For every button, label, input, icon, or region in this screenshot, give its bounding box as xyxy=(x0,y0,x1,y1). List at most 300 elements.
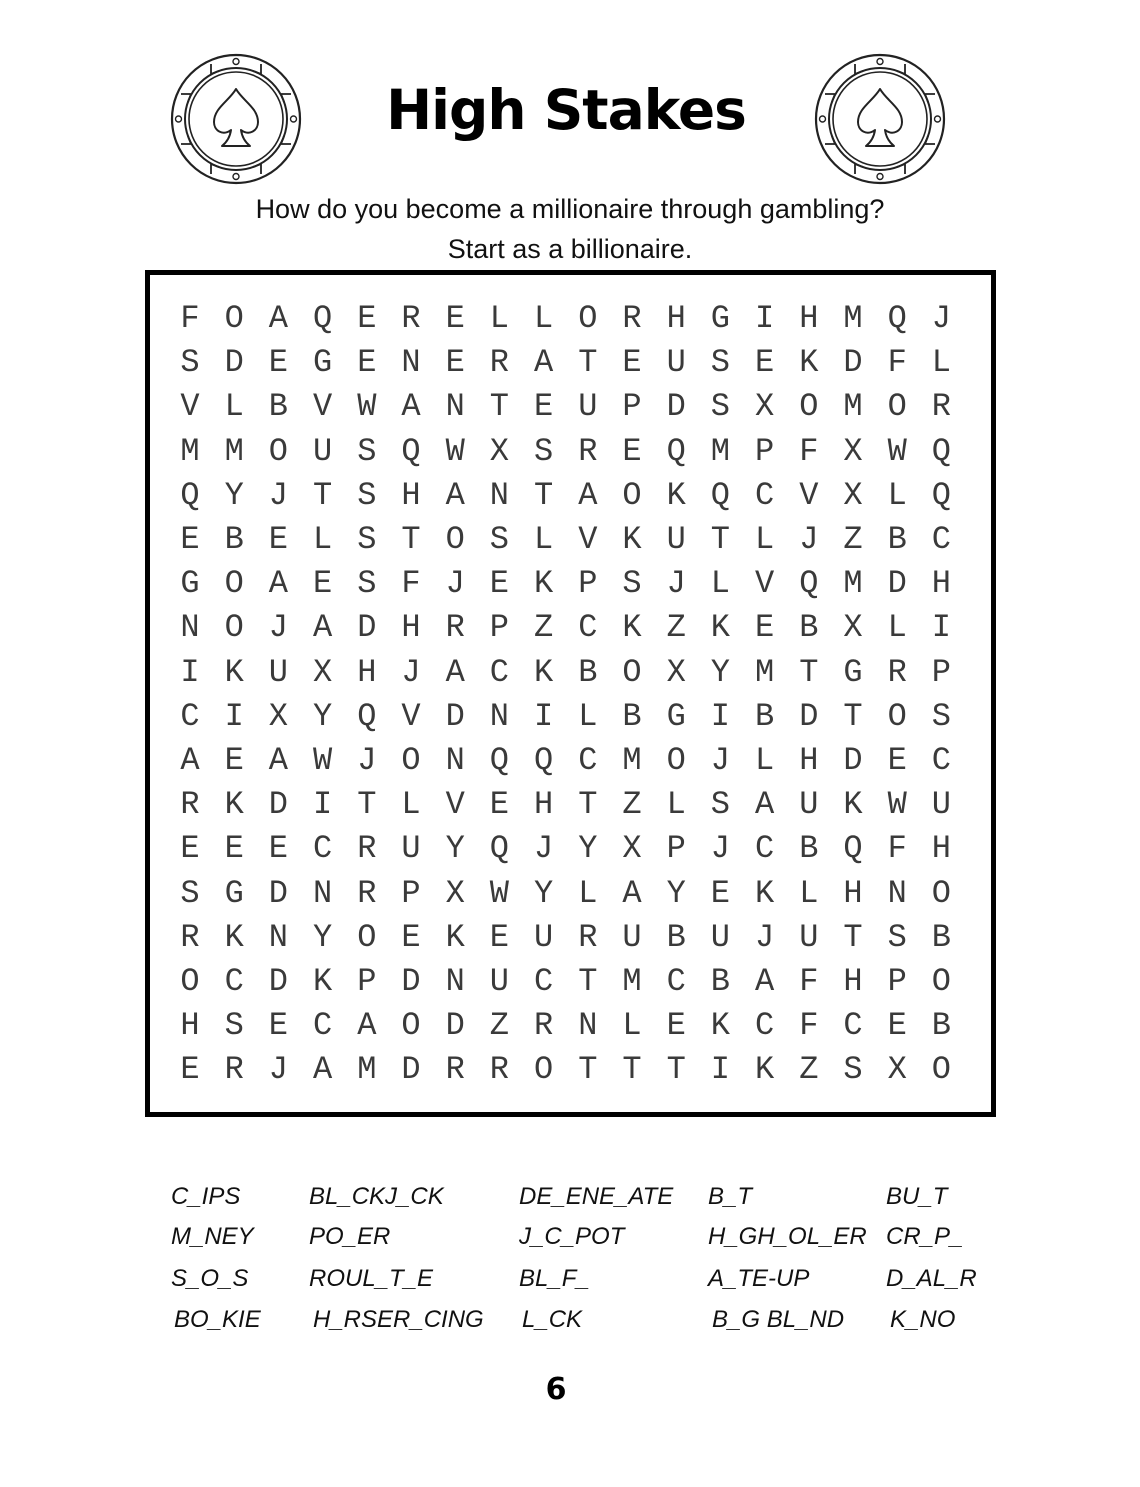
grid-letter[interactable]: O xyxy=(224,609,244,647)
grid-letter[interactable]: Q xyxy=(489,830,509,868)
grid-letter[interactable]: A xyxy=(445,476,465,514)
grid-letter[interactable]: T xyxy=(710,521,730,558)
grid-letter[interactable]: D xyxy=(445,697,465,735)
grid-letter[interactable]: E xyxy=(622,432,642,470)
grid-letter[interactable]: E xyxy=(489,786,509,824)
grid-letter[interactable]: A xyxy=(754,786,775,824)
grid-letter[interactable]: G xyxy=(710,300,730,337)
grid-letter[interactable]: X xyxy=(312,653,333,691)
grid-letter[interactable]: K xyxy=(754,874,775,912)
grid-letter[interactable]: R xyxy=(224,1051,244,1089)
grid-letter[interactable]: L xyxy=(401,786,421,824)
grid-letter[interactable]: T xyxy=(312,476,333,514)
grid-letter[interactable]: F xyxy=(887,830,907,868)
grid-letter[interactable]: I xyxy=(754,300,775,337)
grid-letter[interactable]: Q xyxy=(357,697,377,735)
grid-letter[interactable]: J xyxy=(268,476,288,514)
grid-letter[interactable]: B xyxy=(799,830,819,868)
grid-letter[interactable]: A xyxy=(578,476,598,514)
grid-letter[interactable]: E xyxy=(533,388,554,426)
grid-letter[interactable]: P xyxy=(666,830,686,868)
grid-letter[interactable]: Z xyxy=(666,609,686,647)
grid-letter[interactable]: M xyxy=(843,565,863,603)
grid-letter[interactable]: Z xyxy=(489,1007,509,1045)
grid-letter[interactable]: T xyxy=(357,786,377,824)
grid-letter[interactable]: D xyxy=(799,697,819,735)
grid-letter[interactable]: Y xyxy=(445,830,465,868)
grid-letter[interactable]: K xyxy=(224,786,244,824)
grid-letter[interactable]: Q xyxy=(312,300,333,337)
grid-letter[interactable]: M xyxy=(710,432,730,470)
grid-letter[interactable]: T xyxy=(622,1051,642,1089)
grid-letter[interactable]: R xyxy=(357,874,377,912)
grid-letter[interactable]: E xyxy=(887,742,907,779)
grid-letter[interactable]: L xyxy=(710,565,730,603)
grid-letter[interactable]: C xyxy=(754,476,775,514)
grid-letter[interactable]: R xyxy=(445,1051,465,1089)
grid-letter[interactable]: J xyxy=(268,1051,288,1089)
grid-letter[interactable]: S xyxy=(180,874,200,912)
grid-letter[interactable]: E xyxy=(887,1007,907,1045)
grid-letter[interactable]: E xyxy=(268,830,288,868)
grid-letter[interactable]: D xyxy=(666,388,686,426)
grid-letter[interactable]: K xyxy=(533,653,554,691)
grid-letter[interactable]: O xyxy=(401,742,421,779)
grid-letter[interactable]: E xyxy=(312,565,333,603)
grid-letter[interactable]: J xyxy=(357,742,377,779)
grid-letter[interactable]: K xyxy=(843,786,863,824)
grid-letter[interactable]: A xyxy=(622,874,642,912)
grid-letter[interactable]: O xyxy=(622,476,642,514)
grid-letter[interactable]: I xyxy=(533,697,554,735)
grid-letter[interactable]: O xyxy=(180,963,200,1000)
grid-letter[interactable]: U xyxy=(533,918,554,956)
grid-letter[interactable]: E xyxy=(268,521,288,558)
grid-letter[interactable]: K xyxy=(533,565,554,603)
grid-letter[interactable]: N xyxy=(887,874,907,912)
grid-letter[interactable]: L xyxy=(666,786,686,824)
grid-letter[interactable]: N xyxy=(445,963,465,1000)
grid-letter[interactable]: E xyxy=(710,874,730,912)
grid-letter[interactable]: L xyxy=(754,521,775,558)
grid-letter[interactable]: Q xyxy=(710,476,730,514)
grid-letter[interactable]: E xyxy=(489,565,509,603)
grid-letter[interactable]: Q xyxy=(799,565,819,603)
grid-letter[interactable]: Y xyxy=(710,653,730,691)
grid-letter[interactable]: E xyxy=(224,830,244,868)
grid-letter[interactable]: F xyxy=(401,565,421,603)
grid-letter[interactable]: I xyxy=(312,786,333,824)
grid-letter[interactable]: M xyxy=(622,742,642,779)
grid-letter[interactable]: D xyxy=(445,1007,465,1045)
grid-letter[interactable]: U xyxy=(312,432,333,470)
grid-letter[interactable]: A xyxy=(268,300,288,337)
grid-letter[interactable]: A xyxy=(445,653,465,691)
grid-letter[interactable]: B xyxy=(268,388,288,426)
grid-letter[interactable]: O xyxy=(622,653,642,691)
grid-letter[interactable]: F xyxy=(180,300,200,337)
grid-letter[interactable]: X xyxy=(843,476,863,514)
grid-letter[interactable]: W xyxy=(312,742,333,779)
grid-letter[interactable]: M xyxy=(357,1051,377,1089)
grid-letter[interactable]: Y xyxy=(533,874,554,912)
grid-letter[interactable]: V xyxy=(578,521,598,558)
grid-letter[interactable]: Q xyxy=(489,742,509,779)
grid-letter[interactable]: L xyxy=(489,300,509,337)
grid-letter[interactable]: W xyxy=(887,432,907,470)
grid-letter[interactable]: C xyxy=(578,609,598,647)
grid-letter[interactable]: E xyxy=(180,1051,200,1089)
grid-letter[interactable]: F xyxy=(887,344,907,382)
grid-letter[interactable]: E xyxy=(622,344,642,382)
grid-letter[interactable]: Y xyxy=(666,874,686,912)
grid-letter[interactable]: T xyxy=(799,653,819,691)
grid-letter[interactable]: C xyxy=(666,963,686,1000)
grid-letter[interactable]: X xyxy=(843,432,863,470)
grid-letter[interactable]: X xyxy=(268,697,288,735)
grid-letter[interactable]: T xyxy=(843,697,863,735)
grid-letter[interactable]: S xyxy=(622,565,642,603)
grid-letter[interactable]: R xyxy=(622,300,642,337)
grid-letter[interactable]: B xyxy=(224,521,244,558)
grid-letter[interactable]: Y xyxy=(578,830,598,868)
grid-letter[interactable]: J xyxy=(666,565,686,603)
grid-letter[interactable]: L xyxy=(533,521,554,558)
grid-letter[interactable]: H xyxy=(357,653,377,691)
grid-letter[interactable]: G xyxy=(666,697,686,735)
grid-letter[interactable]: C xyxy=(312,830,333,868)
grid-letter[interactable]: E xyxy=(357,344,377,382)
grid-letter[interactable]: Q xyxy=(931,432,951,470)
grid-letter[interactable]: U xyxy=(666,521,686,558)
grid-letter[interactable]: A xyxy=(754,963,775,1000)
grid-letter[interactable]: J xyxy=(710,830,730,868)
grid-letter[interactable]: O xyxy=(445,521,465,558)
grid-letter[interactable]: Y xyxy=(312,697,333,735)
grid-letter[interactable]: S xyxy=(887,918,907,956)
grid-letter[interactable]: R xyxy=(887,653,907,691)
grid-letter[interactable]: B xyxy=(578,653,598,691)
grid-letter[interactable]: Z xyxy=(843,521,863,558)
grid-letter[interactable]: K xyxy=(312,963,333,1000)
grid-letter[interactable]: R xyxy=(357,830,377,868)
grid-letter[interactable]: C xyxy=(931,742,951,779)
grid-letter[interactable]: M xyxy=(180,432,200,470)
grid-letter[interactable]: O xyxy=(268,432,288,470)
grid-letter[interactable]: K xyxy=(710,609,730,647)
grid-letter[interactable]: A xyxy=(268,565,288,603)
grid-letter[interactable]: O xyxy=(401,1007,421,1045)
grid-letter[interactable]: E xyxy=(401,918,421,956)
grid-letter[interactable]: V xyxy=(401,697,421,735)
grid-letter[interactable]: X xyxy=(666,653,686,691)
grid-letter[interactable]: U xyxy=(401,830,421,868)
grid-letter[interactable]: H xyxy=(843,963,863,1000)
grid-letter[interactable]: D xyxy=(843,344,863,382)
grid-letter[interactable]: J xyxy=(754,918,775,956)
grid-letter[interactable]: W xyxy=(887,786,907,824)
grid-letter[interactable]: P xyxy=(622,388,642,426)
grid-letter[interactable]: V xyxy=(312,388,333,426)
grid-letter[interactable]: L xyxy=(931,344,951,382)
grid-letter[interactable]: K xyxy=(799,344,819,382)
grid-letter[interactable]: L xyxy=(578,697,598,735)
grid-letter[interactable]: H xyxy=(666,300,686,337)
grid-letter[interactable]: K xyxy=(622,521,642,558)
grid-letter[interactable]: H xyxy=(799,300,819,337)
grid-letter[interactable]: X xyxy=(843,609,863,647)
grid-letter[interactable]: R xyxy=(578,918,598,956)
grid-letter[interactable]: U xyxy=(799,786,819,824)
grid-letter[interactable]: G xyxy=(224,874,244,912)
grid-letter[interactable]: Z xyxy=(622,786,642,824)
grid-letter[interactable]: T xyxy=(666,1051,686,1089)
grid-letter[interactable]: K xyxy=(666,476,686,514)
grid-letter[interactable]: N xyxy=(268,918,288,956)
grid-letter[interactable]: U xyxy=(666,344,686,382)
grid-letter[interactable]: K xyxy=(622,609,642,647)
grid-letter[interactable]: H xyxy=(843,874,863,912)
grid-letter[interactable]: R xyxy=(489,344,509,382)
grid-letter[interactable]: H xyxy=(401,476,421,514)
grid-letter[interactable]: L xyxy=(799,874,819,912)
grid-letter[interactable]: O xyxy=(799,388,819,426)
grid-letter[interactable]: G xyxy=(312,344,333,382)
grid-letter[interactable]: P xyxy=(357,963,377,1000)
grid-letter[interactable]: B xyxy=(799,609,819,647)
grid-letter[interactable]: C xyxy=(843,1007,863,1045)
grid-letter[interactable]: H xyxy=(533,786,554,824)
grid-letter[interactable]: C xyxy=(533,963,554,1000)
grid-letter[interactable]: A xyxy=(357,1007,377,1045)
grid-letter[interactable]: R xyxy=(180,786,200,824)
grid-letter[interactable]: J xyxy=(445,565,465,603)
grid-letter[interactable]: F xyxy=(799,1007,819,1045)
grid-letter[interactable]: A xyxy=(268,742,288,779)
grid-letter[interactable]: S xyxy=(224,1007,244,1045)
grid-letter[interactable]: B xyxy=(710,963,730,1000)
grid-letter[interactable]: T xyxy=(401,521,421,558)
grid-letter[interactable]: B xyxy=(931,1007,951,1045)
grid-letter[interactable]: S xyxy=(533,432,554,470)
grid-letter[interactable]: S xyxy=(843,1051,863,1089)
grid-letter[interactable]: F xyxy=(799,963,819,1000)
grid-letter[interactable]: D xyxy=(268,786,288,824)
grid-letter[interactable]: R xyxy=(578,432,598,470)
grid-letter[interactable]: D xyxy=(843,742,863,779)
grid-letter[interactable]: K xyxy=(224,653,244,691)
grid-letter[interactable]: U xyxy=(489,963,509,1000)
grid-letter[interactable]: D xyxy=(887,565,907,603)
grid-letter[interactable]: K xyxy=(445,918,465,956)
grid-letter[interactable]: X xyxy=(622,830,642,868)
grid-letter[interactable]: E xyxy=(224,742,244,779)
grid-letter[interactable]: Q xyxy=(533,742,554,779)
grid-letter[interactable]: A xyxy=(312,609,333,647)
grid-letter[interactable]: J xyxy=(799,521,819,558)
grid-letter[interactable]: S xyxy=(710,388,730,426)
grid-letter[interactable]: O xyxy=(887,388,907,426)
grid-letter[interactable]: Q xyxy=(666,432,686,470)
grid-letter[interactable]: L xyxy=(887,609,907,647)
grid-letter[interactable]: E xyxy=(754,609,775,647)
grid-letter[interactable]: I xyxy=(180,653,200,691)
grid-letter[interactable]: H xyxy=(401,609,421,647)
grid-letter[interactable]: X xyxy=(887,1051,907,1089)
grid-letter[interactable]: P xyxy=(887,963,907,1000)
grid-letter[interactable]: W xyxy=(489,874,509,912)
grid-letter[interactable]: E xyxy=(754,344,775,382)
grid-letter[interactable]: J xyxy=(533,830,554,868)
grid-letter[interactable]: J xyxy=(931,300,951,337)
grid-letter[interactable]: O xyxy=(578,300,598,337)
grid-letter[interactable]: C xyxy=(224,963,244,1000)
grid-letter[interactable]: E xyxy=(180,830,200,868)
grid-letter[interactable]: H xyxy=(931,565,951,603)
grid-letter[interactable]: J xyxy=(268,609,288,647)
grid-letter[interactable]: Q xyxy=(401,432,421,470)
grid-letter[interactable]: O xyxy=(224,300,244,337)
grid-letter[interactable]: Q xyxy=(843,830,863,868)
grid-letter[interactable]: H xyxy=(931,830,951,868)
grid-letter[interactable]: T xyxy=(578,1051,598,1089)
grid-letter[interactable]: F xyxy=(799,432,819,470)
grid-letter[interactable]: O xyxy=(887,697,907,735)
grid-letter[interactable]: U xyxy=(268,653,288,691)
grid-letter[interactable]: B xyxy=(931,918,951,956)
grid-letter[interactable]: C xyxy=(754,1007,775,1045)
grid-letter[interactable]: R xyxy=(489,1051,509,1089)
grid-letter[interactable]: V xyxy=(445,786,465,824)
grid-letter[interactable]: M xyxy=(843,388,863,426)
grid-letter[interactable]: S xyxy=(357,432,377,470)
grid-letter[interactable]: X xyxy=(754,388,775,426)
grid-letter[interactable]: M xyxy=(224,432,244,470)
grid-letter[interactable]: A xyxy=(180,742,200,779)
grid-letter[interactable]: C xyxy=(180,697,200,735)
grid-letter[interactable]: C xyxy=(578,742,598,779)
grid-letter[interactable]: I xyxy=(224,697,244,735)
grid-letter[interactable]: O xyxy=(931,1051,951,1089)
grid-letter[interactable]: P xyxy=(931,653,951,691)
grid-letter[interactable]: P xyxy=(401,874,421,912)
grid-letter[interactable]: T xyxy=(843,918,863,956)
grid-letter[interactable]: M xyxy=(622,963,642,1000)
grid-letter[interactable]: N xyxy=(401,344,421,382)
grid-letter[interactable]: V xyxy=(180,388,200,426)
grid-letter[interactable]: O xyxy=(357,918,377,956)
grid-letter[interactable]: O xyxy=(931,963,951,1000)
grid-letter[interactable]: M xyxy=(843,300,863,337)
grid-letter[interactable]: C xyxy=(312,1007,333,1045)
grid-letter[interactable]: Y xyxy=(312,918,333,956)
grid-letter[interactable]: E xyxy=(268,344,288,382)
grid-letter[interactable]: S xyxy=(710,344,730,382)
grid-letter[interactable]: S xyxy=(357,565,377,603)
grid-letter[interactable]: K xyxy=(224,918,244,956)
grid-letter[interactable]: Q xyxy=(887,300,907,337)
grid-letter[interactable]: X xyxy=(489,432,509,470)
grid-letter[interactable]: L xyxy=(533,300,554,337)
grid-letter[interactable]: O xyxy=(931,874,951,912)
grid-letter[interactable]: G xyxy=(843,653,863,691)
grid-letter[interactable]: N xyxy=(312,874,333,912)
grid-letter[interactable]: E xyxy=(666,1007,686,1045)
grid-letter[interactable]: W xyxy=(357,388,377,426)
grid-letter[interactable]: R xyxy=(445,609,465,647)
grid-letter[interactable]: Y xyxy=(224,476,244,514)
grid-letter[interactable]: A xyxy=(312,1051,333,1089)
grid-letter[interactable]: S xyxy=(489,521,509,558)
grid-letter[interactable]: V xyxy=(799,476,819,514)
grid-letter[interactable]: L xyxy=(578,874,598,912)
grid-letter[interactable]: J xyxy=(401,653,421,691)
grid-letter[interactable]: J xyxy=(710,742,730,779)
grid-letter[interactable]: T xyxy=(578,786,598,824)
grid-letter[interactable]: O xyxy=(224,565,244,603)
grid-letter[interactable]: P xyxy=(578,565,598,603)
grid-letter[interactable]: E xyxy=(268,1007,288,1045)
grid-letter[interactable]: R xyxy=(931,388,951,426)
grid-letter[interactable]: B xyxy=(887,521,907,558)
grid-letter[interactable]: K xyxy=(754,1051,775,1089)
grid-letter[interactable]: I xyxy=(710,697,730,735)
grid-letter[interactable]: B xyxy=(666,918,686,956)
grid-letter[interactable]: U xyxy=(931,786,951,824)
grid-letter[interactable]: L xyxy=(224,388,244,426)
grid-letter[interactable]: R xyxy=(180,918,200,956)
grid-letter[interactable]: N xyxy=(445,742,465,779)
grid-letter[interactable]: E xyxy=(489,918,509,956)
grid-letter[interactable]: G xyxy=(180,565,200,603)
grid-letter[interactable]: O xyxy=(533,1051,554,1089)
grid-letter[interactable]: E xyxy=(357,300,377,337)
grid-letter[interactable]: P xyxy=(489,609,509,647)
grid-letter[interactable]: N xyxy=(578,1007,598,1045)
grid-letter[interactable]: I xyxy=(710,1051,730,1089)
grid-letter[interactable]: L xyxy=(312,521,333,558)
grid-letter[interactable]: A xyxy=(401,388,421,426)
grid-letter[interactable]: H xyxy=(799,742,819,779)
grid-letter[interactable]: S xyxy=(180,344,200,382)
grid-letter[interactable]: R xyxy=(533,1007,554,1045)
grid-letter[interactable]: Q xyxy=(931,476,951,514)
grid-letter[interactable]: T xyxy=(533,476,554,514)
grid-letter[interactable]: V xyxy=(754,565,775,603)
grid-letter[interactable]: E xyxy=(445,300,465,337)
grid-letter[interactable]: S xyxy=(357,476,377,514)
grid-letter[interactable]: D xyxy=(401,1051,421,1089)
grid-letter[interactable]: Z xyxy=(799,1051,819,1089)
grid-letter[interactable]: Z xyxy=(533,609,554,647)
grid-letter[interactable]: Q xyxy=(180,476,200,514)
grid-letter[interactable]: P xyxy=(754,432,775,470)
grid-letter[interactable]: E xyxy=(180,521,200,558)
grid-letter[interactable]: E xyxy=(445,344,465,382)
grid-letter[interactable]: T xyxy=(489,388,509,426)
grid-letter[interactable]: D xyxy=(268,963,288,1000)
grid-letter[interactable]: S xyxy=(357,521,377,558)
grid-letter[interactable]: C xyxy=(754,830,775,868)
grid-letter[interactable]: O xyxy=(666,742,686,779)
grid-letter[interactable]: D xyxy=(401,963,421,1000)
grid-letter[interactable]: I xyxy=(931,609,951,647)
grid-letter[interactable]: C xyxy=(489,653,509,691)
grid-letter[interactable]: B xyxy=(754,697,775,735)
grid-letter[interactable]: U xyxy=(578,388,598,426)
grid-letter[interactable]: D xyxy=(357,609,377,647)
grid-letter[interactable]: H xyxy=(180,1007,200,1045)
